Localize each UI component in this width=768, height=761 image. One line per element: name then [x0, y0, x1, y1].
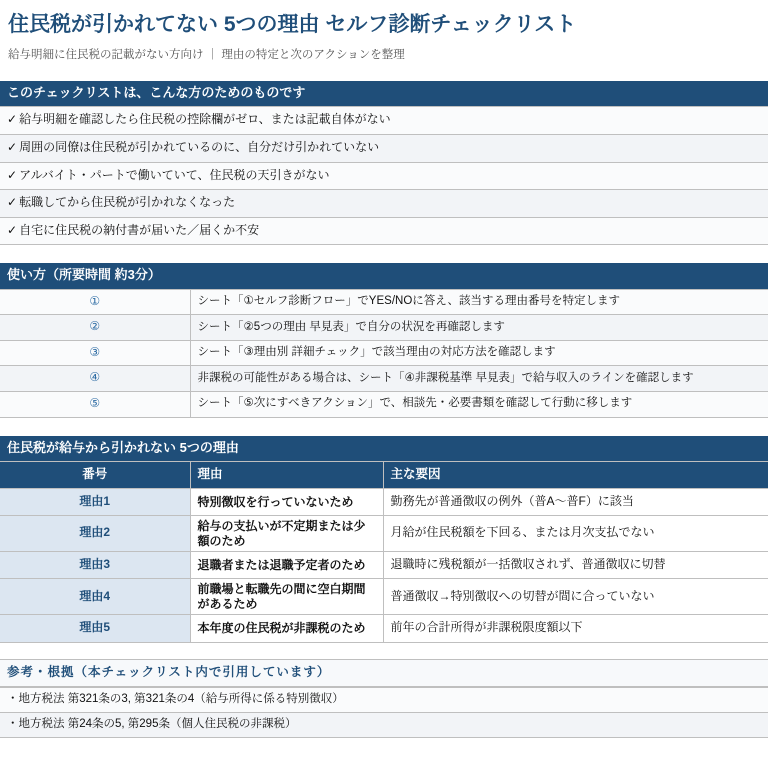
- reason-cause: 月給が住民税額を下回る、または月次支払でない: [383, 516, 768, 552]
- list-item: [0, 688, 768, 713]
- reference-item: ・地方税法 第24条の5, 第295条（個人住民税の非課税）: [0, 713, 768, 738]
- title-block: [0, 0, 768, 63]
- reason-cause: 普通徴収→特別徴収への切替が間に合っていない: [383, 579, 768, 615]
- column-header-cause: 主な要因: [383, 461, 768, 488]
- table-row[interactable]: [0, 315, 768, 341]
- usage-section: [0, 263, 768, 417]
- reasons-table: [0, 461, 768, 643]
- check-icon: ✓: [7, 195, 18, 210]
- references-table: [0, 687, 768, 738]
- reason-cause: 前年の合計所得が非課税限度額以下: [383, 615, 768, 642]
- reference-item: ・地方税法 第321条の3, 第321条の4（給与所得に係る特別徴収）: [0, 688, 768, 713]
- table-header-row: [0, 461, 768, 488]
- list-item[interactable]: [0, 190, 768, 218]
- step-number: ②: [0, 315, 190, 341]
- table-row[interactable]: [0, 392, 768, 418]
- reason-number: 理由1: [0, 488, 190, 515]
- check-icon: ✓: [7, 140, 18, 155]
- table-row[interactable]: [0, 552, 768, 579]
- reason-text: 前職場と転職先の間に空白期間があるため: [190, 579, 383, 615]
- checklist-table: [0, 106, 768, 245]
- reason-text: 本年度の住民税が非課税のため: [190, 615, 383, 642]
- step-description: シート「①セルフ診断フロー」でYES/NOに答え、該当する理由番号を特定します: [190, 289, 768, 315]
- check-icon: ✓: [7, 112, 18, 127]
- usage-table: [0, 289, 768, 418]
- reason-text: 退職者または退職予定者のため: [190, 552, 383, 579]
- references-section: [0, 659, 768, 739]
- step-number: ⑤: [0, 392, 190, 418]
- list-item[interactable]: [0, 135, 768, 163]
- step-description: シート「③理由別 詳細チェック」で該当理由の対応方法を確認します: [190, 340, 768, 366]
- reason-number: 理由3: [0, 552, 190, 579]
- table-row[interactable]: [0, 340, 768, 366]
- check-icon: ✓: [7, 222, 18, 237]
- reason-text: 給与の支払いが不定期または少額のため: [190, 516, 383, 552]
- table-row[interactable]: [0, 516, 768, 552]
- table-row[interactable]: [0, 579, 768, 615]
- list-item[interactable]: [0, 162, 768, 190]
- list-item[interactable]: [0, 217, 768, 245]
- reason-number: 理由5: [0, 615, 190, 642]
- check-icon: ✓: [7, 167, 18, 182]
- reason-cause: 勤務先が普通徴収の例外（普A〜普F）に該当: [383, 488, 768, 515]
- checklist-item-label: 給与明細を確認したら住民税の控除欄がゼロ、または記載自体がない: [19, 112, 391, 127]
- reason-number: 理由2: [0, 516, 190, 552]
- table-row[interactable]: [0, 289, 768, 315]
- checklist-section: [0, 81, 768, 245]
- reason-number: 理由4: [0, 579, 190, 615]
- page-subtitle: 給与明細に住民税の記載がない方向け ｜ 理由の特定と次のアクションを整理: [8, 49, 405, 62]
- step-description: 非課税の可能性がある場合は、シート「④非課税基準 早見表」で給与収入のラインを確認します: [190, 366, 768, 392]
- page-title: 住民税が引かれてない 5つの理由 セルフ診断チェックリスト: [8, 13, 577, 36]
- reason-cause: 退職時に残税額が一括徴収されず、普通徴収に切替: [383, 552, 768, 579]
- list-item[interactable]: [0, 107, 768, 135]
- column-header-number: 番号: [0, 461, 190, 488]
- checklist-item-label: 転職してから住民税が引かれなくなった: [19, 195, 236, 210]
- list-item: [0, 713, 768, 738]
- reasons-section-header: 住民税が給与から引かれない 5つの理由: [0, 436, 768, 461]
- step-number: ④: [0, 366, 190, 392]
- column-header-reason: 理由: [190, 461, 383, 488]
- step-description: シート「②5つの理由 早見表」で自分の状況を再確認します: [190, 315, 768, 341]
- step-number: ③: [0, 340, 190, 366]
- table-row[interactable]: [0, 366, 768, 392]
- step-number: ①: [0, 289, 190, 315]
- checklist-item-label: アルバイト・パートで働いていて、住民税の天引きがない: [19, 167, 330, 182]
- table-row[interactable]: [0, 488, 768, 515]
- checklist-section-header: このチェックリストは、こんな方のためのものです: [0, 81, 768, 106]
- step-description: シート「⑤次にすべきアクション」で、相談先・必要書類を確認して行動に移します: [190, 392, 768, 418]
- usage-section-header: 使い方（所要時間 約3分）: [0, 263, 768, 288]
- checklist-item-label: 周囲の同僚は住民税が引かれているのに、自分だけ引かれていない: [19, 140, 380, 155]
- reasons-section: [0, 436, 768, 643]
- table-row[interactable]: [0, 615, 768, 642]
- checklist-item-label: 自宅に住民税の納付書が届いた／届くか不安: [19, 222, 260, 237]
- reason-text: 特別徴収を行っていないため: [190, 488, 383, 515]
- references-section-header: 参考・根拠（本チェックリスト内で引用しています）: [0, 659, 768, 688]
